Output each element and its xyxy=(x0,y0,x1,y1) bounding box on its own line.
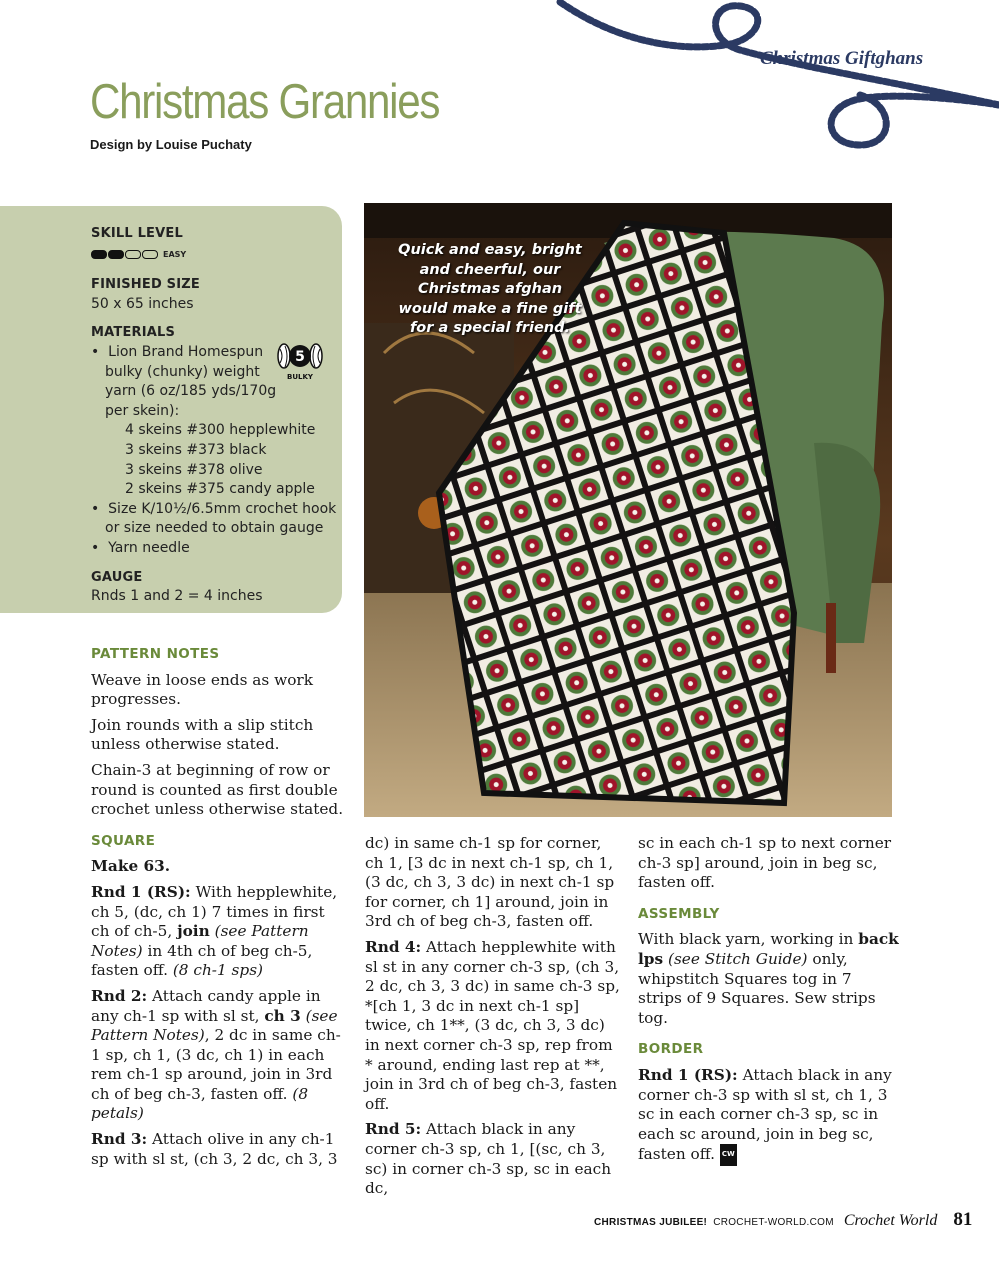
website-link[interactable]: CROCHET-WORLD.COM xyxy=(713,1217,834,1228)
assembly-heading: ASSEMBLY xyxy=(638,905,720,922)
magazine-issue: CHRISTMAS JUBILEE! xyxy=(594,1217,708,1228)
material-subitem: 4 skeins #300 hepplewhite xyxy=(125,422,316,439)
rnd-3-continued: dc) in same ch-1 sp for corner, ch 1, [3 dc in next ch-1 sp, ch 1, (3 dc, ch 3, 3 dc) in next ch-1 sp for corner, ch 1] around, join in 3rd ch of beg ch-3, fasten off. xyxy=(365,834,615,931)
page-number: 81 xyxy=(953,1209,973,1230)
pattern-note: Join rounds with a slip stitch unless otherwise stated. xyxy=(91,715,314,754)
skill-segment xyxy=(108,250,124,259)
materials-heading: MATERIALS xyxy=(91,325,176,341)
brand-name: Crochet World xyxy=(843,1212,938,1229)
yarn-weight-label: BULKY xyxy=(287,373,313,381)
section-label: Christmas Giftghans xyxy=(760,48,924,69)
yarn-weight-number: 5 xyxy=(295,349,305,365)
column-2 xyxy=(365,834,621,1205)
assembly-instructions: With black yarn, working in back lps (see Stitch Guide) only, whipstitch Squares tog in 7 strips of 9 Squares. Sew strips tog. xyxy=(638,930,899,1027)
gauge-heading: GAUGE xyxy=(91,569,143,585)
rope-decoration xyxy=(555,0,999,150)
finished-size-heading: FINISHED SIZE xyxy=(91,277,200,293)
page-title: Christmas Grannies xyxy=(90,75,440,129)
skill-segment xyxy=(91,250,107,259)
gauge-text: Rnds 1 and 2 = 4 inches xyxy=(91,588,263,605)
page-footer xyxy=(594,1209,972,1231)
rnd-1-instructions: Rnd 1 (RS): With hepplewhite, ch 5, (dc, ch 1) 7 times in first ch of ch-5, join (see Pattern Notes) in 4th ch of beg ch-5, fasten off. (8 ch-1 sps) xyxy=(91,882,338,980)
material-item: • Size K/10½/6.5mm crochet hook or size needed to obtain gauge xyxy=(91,500,337,537)
info-box-content xyxy=(91,224,341,607)
make-count: Make 63. xyxy=(91,857,171,876)
square-heading: SQUARE xyxy=(91,832,156,849)
column-3 xyxy=(638,834,900,1172)
rnd-3-instructions: Rnd 3: Attach olive in any ch-1 sp with sl st, (ch 3, 2 dc, ch 3, 3 xyxy=(91,1130,338,1168)
designer-credit: Design by Louise Puchaty xyxy=(90,137,252,152)
material-subitem: 3 skeins #373 black xyxy=(125,441,267,458)
pattern-notes-heading: PATTERN NOTES xyxy=(91,646,220,662)
rnd-2-instructions: Rnd 2: Attach candy apple in any ch-1 sp with sl st, ch 3 (see Pattern Notes), 2 dc in same ch-1 sp, ch 1, (3 dc, ch 1) in each rem ch-1 sp around, join in 3rd ch of beg ch-3, fasten off. (8 petals) xyxy=(91,986,341,1123)
skill-level-meter xyxy=(91,245,341,265)
pattern-note: Chain-3 at beginning of row or round is counted as first double crochet unless otherwise stated. xyxy=(91,760,344,819)
finished-size: 50 x 65 inches xyxy=(91,295,194,312)
material-item: • Lion Brand Homespun bulky (chunky) weight yarn (6 oz/185 yds/170g per skein): xyxy=(91,343,277,419)
rnd-4-instructions: Rnd 4: Attach hepplewhite with sl st in any corner ch-3 sp, (ch 3, 2 dc, ch 3, 3 dc) in same ch-3 sp, *[ch 1, 3 dc in next ch-1 sp] twice, ch 1**, (3 dc, ch 3, 3 dc) in next corner ch-3 sp, rep from * around, ending last rep at **, join in 3rd ch of beg ch-3, fasten off. xyxy=(365,937,620,1113)
border-heading: BORDER xyxy=(638,1041,704,1058)
column-1 xyxy=(91,645,347,1175)
material-subitem: 3 skeins #378 olive xyxy=(125,461,263,478)
rnd-5-continued: sc in each ch-1 sp to next corner ch-3 sp] around, join in beg sc, fasten off. xyxy=(638,834,892,892)
photo-caption: Quick and easy, bright and cheerful, our Christmas afghan would make a fine gift for a special friend. xyxy=(398,242,582,336)
yarn-weight-icon xyxy=(276,339,324,381)
crochet-world-end-mark: CW xyxy=(720,1144,737,1166)
border-rnd-1-instructions: Rnd 1 (RS): Attach black in any corner ch-3 sp with sl st, ch 1, 3 sc in each corner ch-3 sp, sc in each sc around, join in beg sc, fasten off. CW xyxy=(638,1066,900,1166)
material-item: • Yarn needle xyxy=(91,539,190,556)
skill-level-heading: SKILL LEVEL xyxy=(91,226,183,241)
material-subitem: 2 skeins #375 candy apple xyxy=(125,481,315,498)
skill-segment xyxy=(142,250,158,259)
pattern-note: Weave in loose ends as work progresses. xyxy=(91,670,314,709)
rnd-5-instructions: Rnd 5: Attach black in any corner ch-3 sp, ch 1, [(sc, ch 3, sc) in corner ch-3 sp, sc in each dc, xyxy=(365,1120,612,1198)
skill-level-label: EASY xyxy=(163,249,187,259)
skill-segment xyxy=(125,250,141,259)
